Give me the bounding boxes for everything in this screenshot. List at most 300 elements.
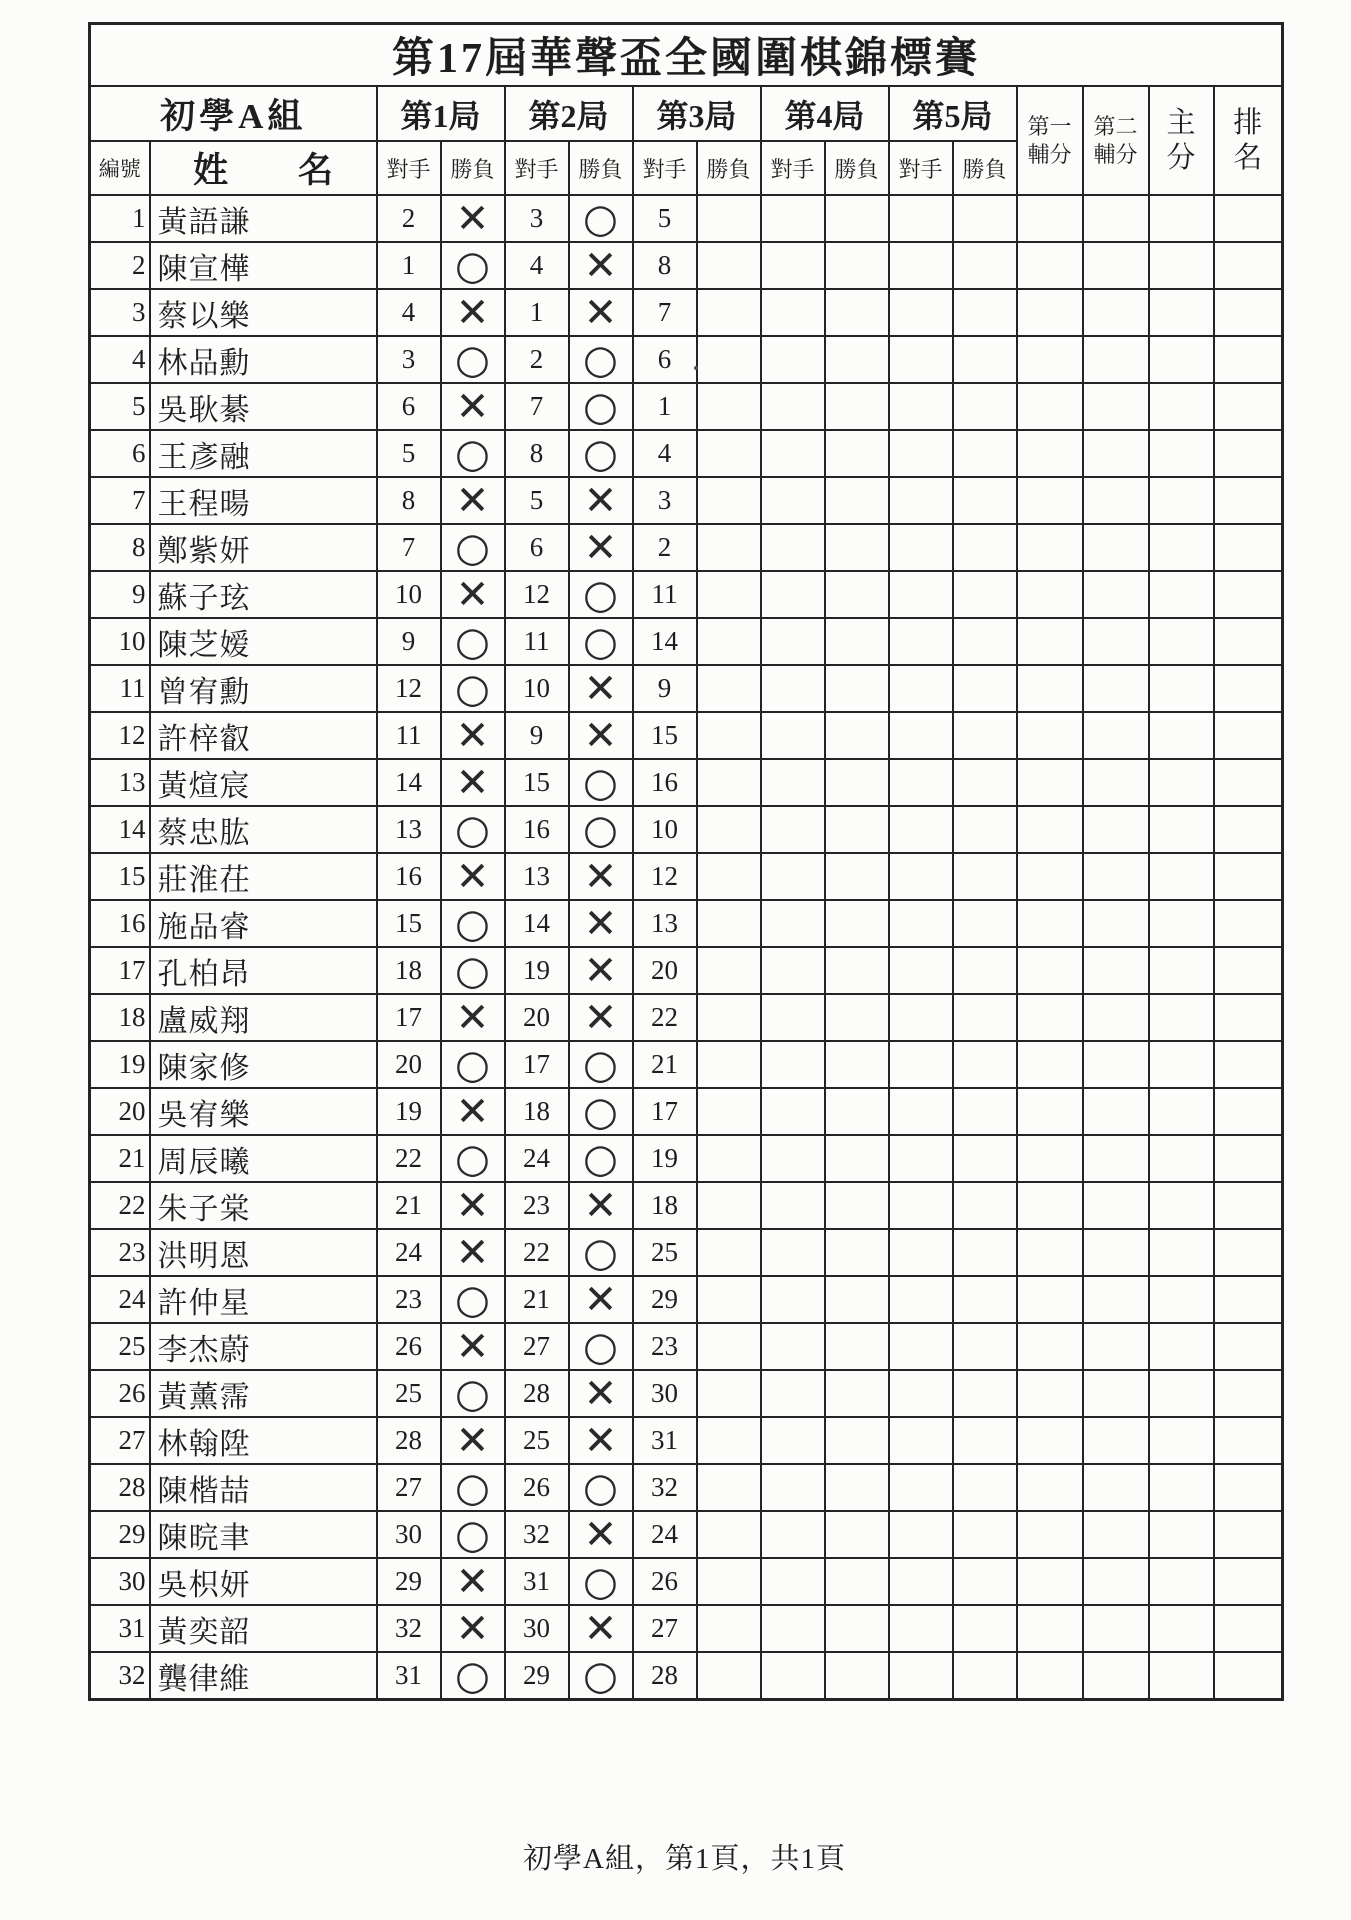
player-name: 許仲星 bbox=[150, 1276, 377, 1323]
r4-result-cell bbox=[825, 289, 889, 336]
r5-opponent-cell bbox=[889, 947, 953, 994]
aux1-cell bbox=[1017, 1182, 1083, 1229]
r5-result-cell bbox=[953, 806, 1017, 853]
main-score-cell bbox=[1149, 1511, 1214, 1558]
r3-opponent-cell: 30 bbox=[633, 1370, 697, 1417]
main-score-header bbox=[1149, 86, 1214, 195]
player-name: 王程暘 bbox=[150, 477, 377, 524]
r1-result-cell: ○ bbox=[441, 242, 505, 289]
r2-opponent-cell: 11 bbox=[505, 618, 569, 665]
r4-opponent-cell bbox=[761, 524, 825, 571]
aux1-cell bbox=[1017, 336, 1083, 383]
rank-cell bbox=[1214, 1323, 1283, 1370]
table-row bbox=[90, 1182, 1283, 1229]
player-name: 林品勳 bbox=[150, 336, 377, 383]
r4-opponent-cell bbox=[761, 1276, 825, 1323]
table-row bbox=[90, 289, 1283, 336]
rank-cell bbox=[1214, 665, 1283, 712]
r5-opponent-cell bbox=[889, 759, 953, 806]
rank-cell bbox=[1214, 571, 1283, 618]
r4-result-cell bbox=[825, 1041, 889, 1088]
r5-result-cell bbox=[953, 665, 1017, 712]
main-score-cell bbox=[1149, 524, 1214, 571]
aux2-cell bbox=[1083, 806, 1149, 853]
rank-header-line2: 名 bbox=[1233, 141, 1263, 174]
table-row bbox=[90, 1323, 1283, 1370]
aux1-cell bbox=[1017, 430, 1083, 477]
r4-result-cell bbox=[825, 571, 889, 618]
aux1-cell bbox=[1017, 853, 1083, 900]
r3-opponent-cell: 8 bbox=[633, 242, 697, 289]
r5-result-cell bbox=[953, 853, 1017, 900]
r4-opponent-cell bbox=[761, 1417, 825, 1464]
r2-opponent-cell: 8 bbox=[505, 430, 569, 477]
r2-result-header: 勝負 bbox=[569, 141, 633, 195]
r5-result-cell bbox=[953, 1323, 1017, 1370]
r4-opponent-cell bbox=[761, 1370, 825, 1417]
aux1-cell bbox=[1017, 1605, 1083, 1652]
r1-opponent-cell: 14 bbox=[377, 759, 441, 806]
aux2-header-line2: 輔分 bbox=[1093, 141, 1138, 167]
r5-opponent-cell bbox=[889, 1041, 953, 1088]
r2-opponent-cell: 30 bbox=[505, 1605, 569, 1652]
r4-opponent-cell bbox=[761, 947, 825, 994]
aux1-cell bbox=[1017, 665, 1083, 712]
r1-result-cell: ○ bbox=[441, 1464, 505, 1511]
rank-cell bbox=[1214, 195, 1283, 242]
r5-result-cell bbox=[953, 1229, 1017, 1276]
aux1-cell bbox=[1017, 524, 1083, 571]
r5-opponent-cell bbox=[889, 430, 953, 477]
r1-opponent-cell: 25 bbox=[377, 1370, 441, 1417]
player-number: 9 bbox=[90, 571, 150, 618]
player-name: 陳家修 bbox=[150, 1041, 377, 1088]
aux2-cell bbox=[1083, 195, 1149, 242]
rank-cell bbox=[1214, 242, 1283, 289]
r1-result-cell: ○ bbox=[441, 947, 505, 994]
player-number: 1 bbox=[90, 195, 150, 242]
r3-result-cell bbox=[697, 1370, 761, 1417]
r2-result-cell: ✕ bbox=[569, 524, 633, 571]
player-number: 8 bbox=[90, 524, 150, 571]
r2-opponent-cell: 18 bbox=[505, 1088, 569, 1135]
r3-opponent-cell: 13 bbox=[633, 900, 697, 947]
r1-opponent-cell: 27 bbox=[377, 1464, 441, 1511]
table-row bbox=[90, 1511, 1283, 1558]
r5-result-cell bbox=[953, 242, 1017, 289]
rank-cell bbox=[1214, 994, 1283, 1041]
r3-result-cell bbox=[697, 524, 761, 571]
r4-opponent-cell bbox=[761, 289, 825, 336]
aux2-cell bbox=[1083, 1088, 1149, 1135]
r3-result-cell bbox=[697, 289, 761, 336]
r3-result-cell bbox=[697, 1182, 761, 1229]
player-name: 孔柏昂 bbox=[150, 947, 377, 994]
r4-opponent-cell bbox=[761, 1135, 825, 1182]
aux2-cell bbox=[1083, 336, 1149, 383]
r2-result-cell: ○ bbox=[569, 759, 633, 806]
table-row bbox=[90, 1229, 1283, 1276]
r5-opponent-cell bbox=[889, 1276, 953, 1323]
r1-result-cell: ○ bbox=[441, 1135, 505, 1182]
player-name: 陳宣樺 bbox=[150, 242, 377, 289]
r4-result-cell bbox=[825, 853, 889, 900]
aux2-cell bbox=[1083, 571, 1149, 618]
r4-opponent-cell bbox=[761, 1229, 825, 1276]
player-name: 洪明恩 bbox=[150, 1229, 377, 1276]
player-number: 12 bbox=[90, 712, 150, 759]
number-column-header: 編號 bbox=[90, 141, 150, 195]
r5-result-cell bbox=[953, 947, 1017, 994]
tournament-table bbox=[88, 22, 1284, 1701]
r3-opponent-cell: 28 bbox=[633, 1652, 697, 1700]
r5-opponent-cell bbox=[889, 477, 953, 524]
r1-opponent-cell: 22 bbox=[377, 1135, 441, 1182]
aux1-cell bbox=[1017, 1511, 1083, 1558]
r3-opponent-cell: 11 bbox=[633, 571, 697, 618]
player-number: 16 bbox=[90, 900, 150, 947]
player-name: 莊淮茌 bbox=[150, 853, 377, 900]
r5-opponent-cell bbox=[889, 1511, 953, 1558]
table-row bbox=[90, 1417, 1283, 1464]
r1-result-cell: ✕ bbox=[441, 1229, 505, 1276]
player-number: 2 bbox=[90, 242, 150, 289]
r3-opponent-header: 對手 bbox=[633, 141, 697, 195]
player-number: 28 bbox=[90, 1464, 150, 1511]
aux2-cell bbox=[1083, 618, 1149, 665]
rank-cell bbox=[1214, 618, 1283, 665]
r3-opponent-cell: 12 bbox=[633, 853, 697, 900]
main-score-cell bbox=[1149, 994, 1214, 1041]
r1-result-cell: ✕ bbox=[441, 383, 505, 430]
player-number: 27 bbox=[90, 1417, 150, 1464]
aux1-cell bbox=[1017, 1088, 1083, 1135]
r1-opponent-cell: 3 bbox=[377, 336, 441, 383]
r3-result-cell bbox=[697, 430, 761, 477]
aux2-cell bbox=[1083, 383, 1149, 430]
table-row bbox=[90, 806, 1283, 853]
rank-cell bbox=[1214, 477, 1283, 524]
player-number: 26 bbox=[90, 1370, 150, 1417]
r1-opponent-cell: 20 bbox=[377, 1041, 441, 1088]
r5-opponent-cell bbox=[889, 1370, 953, 1417]
r1-result-cell: ○ bbox=[441, 524, 505, 571]
r4-result-cell bbox=[825, 1323, 889, 1370]
r4-result-cell bbox=[825, 1276, 889, 1323]
aux1-cell bbox=[1017, 477, 1083, 524]
player-name: 龔律維 bbox=[150, 1652, 377, 1700]
main-score-cell bbox=[1149, 1323, 1214, 1370]
aux1-header bbox=[1017, 86, 1083, 195]
r3-result-cell bbox=[697, 1652, 761, 1700]
player-number: 15 bbox=[90, 853, 150, 900]
r2-opponent-cell: 27 bbox=[505, 1323, 569, 1370]
r5-result-cell bbox=[953, 336, 1017, 383]
player-name: 蔡忠肱 bbox=[150, 806, 377, 853]
r1-opponent-cell: 24 bbox=[377, 1229, 441, 1276]
table-row bbox=[90, 1605, 1283, 1652]
aux2-cell bbox=[1083, 947, 1149, 994]
rank-cell bbox=[1214, 1041, 1283, 1088]
r4-result-cell bbox=[825, 618, 889, 665]
r3-opponent-cell: 20 bbox=[633, 947, 697, 994]
table-row bbox=[90, 947, 1283, 994]
r2-opponent-cell: 7 bbox=[505, 383, 569, 430]
r1-result-cell: ○ bbox=[441, 336, 505, 383]
main-score-header-line2: 分 bbox=[1166, 141, 1196, 174]
r5-result-cell bbox=[953, 994, 1017, 1041]
r1-result-header: 勝負 bbox=[441, 141, 505, 195]
r5-opponent-cell bbox=[889, 1558, 953, 1605]
r4-result-cell bbox=[825, 242, 889, 289]
r2-opponent-cell: 10 bbox=[505, 665, 569, 712]
r3-result-cell bbox=[697, 712, 761, 759]
r1-opponent-cell: 31 bbox=[377, 1652, 441, 1700]
aux2-cell bbox=[1083, 1511, 1149, 1558]
aux1-cell bbox=[1017, 242, 1083, 289]
r2-result-cell: ✕ bbox=[569, 665, 633, 712]
player-number: 22 bbox=[90, 1182, 150, 1229]
r5-opponent-cell bbox=[889, 289, 953, 336]
r3-result-cell bbox=[697, 1558, 761, 1605]
r4-opponent-cell bbox=[761, 853, 825, 900]
aux1-cell bbox=[1017, 1417, 1083, 1464]
r5-result-cell bbox=[953, 1464, 1017, 1511]
r5-result-cell bbox=[953, 1511, 1017, 1558]
r5-result-cell bbox=[953, 1370, 1017, 1417]
main-score-cell bbox=[1149, 900, 1214, 947]
r4-result-cell bbox=[825, 806, 889, 853]
main-score-cell bbox=[1149, 1652, 1214, 1700]
r5-result-header: 勝負 bbox=[953, 141, 1017, 195]
r2-opponent-cell: 25 bbox=[505, 1417, 569, 1464]
r1-opponent-header: 對手 bbox=[377, 141, 441, 195]
r1-result-cell: ○ bbox=[441, 806, 505, 853]
player-name: 林翰陞 bbox=[150, 1417, 377, 1464]
r3-result-cell bbox=[697, 1323, 761, 1370]
r4-result-cell bbox=[825, 1370, 889, 1417]
table-row bbox=[90, 477, 1283, 524]
aux2-cell bbox=[1083, 1370, 1149, 1417]
aux1-cell bbox=[1017, 1135, 1083, 1182]
r5-opponent-cell bbox=[889, 195, 953, 242]
r1-result-cell: ○ bbox=[441, 900, 505, 947]
player-number: 29 bbox=[90, 1511, 150, 1558]
player-name: 吳枳妍 bbox=[150, 1558, 377, 1605]
aux1-cell bbox=[1017, 1323, 1083, 1370]
aux2-header bbox=[1083, 86, 1149, 195]
r2-opponent-cell: 5 bbox=[505, 477, 569, 524]
player-number: 17 bbox=[90, 947, 150, 994]
r5-result-cell bbox=[953, 1652, 1017, 1700]
r3-result-cell bbox=[697, 477, 761, 524]
player-name: 周辰曦 bbox=[150, 1135, 377, 1182]
main-score-cell bbox=[1149, 618, 1214, 665]
player-name: 陳晥聿 bbox=[150, 1511, 377, 1558]
r3-result-cell bbox=[697, 1276, 761, 1323]
r2-opponent-cell: 22 bbox=[505, 1229, 569, 1276]
aux1-cell bbox=[1017, 1276, 1083, 1323]
rank-cell bbox=[1214, 1417, 1283, 1464]
r5-opponent-cell bbox=[889, 1652, 953, 1700]
r5-result-cell bbox=[953, 1605, 1017, 1652]
r3-result-cell bbox=[697, 195, 761, 242]
table-row bbox=[90, 712, 1283, 759]
round4-header: 第4局 bbox=[761, 86, 889, 141]
r2-result-cell: ○ bbox=[569, 336, 633, 383]
player-number: 25 bbox=[90, 1323, 150, 1370]
player-name: 陳楷喆 bbox=[150, 1464, 377, 1511]
scan-speck bbox=[694, 366, 698, 370]
rank-cell bbox=[1214, 383, 1283, 430]
player-number: 10 bbox=[90, 618, 150, 665]
main-score-cell bbox=[1149, 806, 1214, 853]
r1-opponent-cell: 10 bbox=[377, 571, 441, 618]
aux1-cell bbox=[1017, 994, 1083, 1041]
r5-result-cell bbox=[953, 383, 1017, 430]
aux1-cell bbox=[1017, 1370, 1083, 1417]
main-score-cell bbox=[1149, 1182, 1214, 1229]
r2-opponent-cell: 26 bbox=[505, 1464, 569, 1511]
r3-result-cell bbox=[697, 383, 761, 430]
r5-result-cell bbox=[953, 289, 1017, 336]
aux1-header-line1: 第一 bbox=[1027, 114, 1072, 139]
rank-cell bbox=[1214, 1182, 1283, 1229]
r1-result-cell: ✕ bbox=[441, 994, 505, 1041]
player-number: 18 bbox=[90, 994, 150, 1041]
r1-opponent-cell: 2 bbox=[377, 195, 441, 242]
aux2-cell bbox=[1083, 1652, 1149, 1700]
main-score-cell bbox=[1149, 1417, 1214, 1464]
r1-opponent-cell: 16 bbox=[377, 853, 441, 900]
player-name: 蘇子玹 bbox=[150, 571, 377, 618]
r1-result-cell: ✕ bbox=[441, 759, 505, 806]
rank-cell bbox=[1214, 1229, 1283, 1276]
main-score-cell bbox=[1149, 336, 1214, 383]
table-header bbox=[90, 24, 1283, 196]
rank-cell bbox=[1214, 1370, 1283, 1417]
r2-opponent-cell: 20 bbox=[505, 994, 569, 1041]
table-row bbox=[90, 1088, 1283, 1135]
r5-opponent-cell bbox=[889, 994, 953, 1041]
r5-result-cell bbox=[953, 1182, 1017, 1229]
r1-opponent-cell: 11 bbox=[377, 712, 441, 759]
player-name: 吳宥樂 bbox=[150, 1088, 377, 1135]
r5-opponent-cell bbox=[889, 665, 953, 712]
r4-opponent-cell bbox=[761, 1464, 825, 1511]
r3-opponent-cell: 4 bbox=[633, 430, 697, 477]
rank-cell bbox=[1214, 712, 1283, 759]
r4-opponent-cell bbox=[761, 759, 825, 806]
r1-result-cell: ○ bbox=[441, 1276, 505, 1323]
r3-opponent-cell: 7 bbox=[633, 289, 697, 336]
r4-result-header: 勝負 bbox=[825, 141, 889, 195]
main-score-cell bbox=[1149, 1370, 1214, 1417]
rank-cell bbox=[1214, 947, 1283, 994]
r4-result-cell bbox=[825, 1088, 889, 1135]
table-row bbox=[90, 1135, 1283, 1182]
r2-opponent-cell: 21 bbox=[505, 1276, 569, 1323]
r2-opponent-cell: 24 bbox=[505, 1135, 569, 1182]
r2-result-cell: ✕ bbox=[569, 712, 633, 759]
r3-result-cell bbox=[697, 806, 761, 853]
r3-opponent-cell: 16 bbox=[633, 759, 697, 806]
player-number: 6 bbox=[90, 430, 150, 477]
r3-result-cell bbox=[697, 1464, 761, 1511]
r1-result-cell: ✕ bbox=[441, 1088, 505, 1135]
r4-result-cell bbox=[825, 1135, 889, 1182]
r4-opponent-cell bbox=[761, 1041, 825, 1088]
player-number: 19 bbox=[90, 1041, 150, 1088]
r2-opponent-cell: 32 bbox=[505, 1511, 569, 1558]
r4-result-cell bbox=[825, 712, 889, 759]
r1-result-cell: ○ bbox=[441, 430, 505, 477]
r3-result-cell bbox=[697, 665, 761, 712]
r5-opponent-cell bbox=[889, 383, 953, 430]
aux2-cell bbox=[1083, 759, 1149, 806]
r5-opponent-cell bbox=[889, 1182, 953, 1229]
player-number: 24 bbox=[90, 1276, 150, 1323]
r2-result-cell: ○ bbox=[569, 1323, 633, 1370]
r3-opponent-cell: 22 bbox=[633, 994, 697, 1041]
r1-opponent-cell: 21 bbox=[377, 1182, 441, 1229]
table-row bbox=[90, 383, 1283, 430]
aux2-cell bbox=[1083, 289, 1149, 336]
player-name: 施品睿 bbox=[150, 900, 377, 947]
r4-result-cell bbox=[825, 1229, 889, 1276]
aux1-cell bbox=[1017, 1558, 1083, 1605]
r3-opponent-cell: 18 bbox=[633, 1182, 697, 1229]
player-name: 黃薰霈 bbox=[150, 1370, 377, 1417]
main-score-cell bbox=[1149, 759, 1214, 806]
r2-opponent-cell: 31 bbox=[505, 1558, 569, 1605]
r4-result-cell bbox=[825, 1605, 889, 1652]
r2-result-cell: ○ bbox=[569, 1652, 633, 1700]
r5-opponent-cell bbox=[889, 242, 953, 289]
r1-result-cell: ✕ bbox=[441, 571, 505, 618]
rank-cell bbox=[1214, 1088, 1283, 1135]
player-name: 蔡以樂 bbox=[150, 289, 377, 336]
round2-header: 第2局 bbox=[505, 86, 633, 141]
r2-result-cell: ○ bbox=[569, 1135, 633, 1182]
r1-result-cell: ✕ bbox=[441, 195, 505, 242]
r2-result-cell: ○ bbox=[569, 1464, 633, 1511]
r4-result-cell bbox=[825, 1417, 889, 1464]
r4-opponent-cell bbox=[761, 1652, 825, 1700]
aux1-cell bbox=[1017, 900, 1083, 947]
rank-cell bbox=[1214, 853, 1283, 900]
main-score-cell bbox=[1149, 242, 1214, 289]
r2-opponent-cell: 3 bbox=[505, 195, 569, 242]
aux2-cell bbox=[1083, 524, 1149, 571]
r5-opponent-cell bbox=[889, 618, 953, 665]
r4-opponent-cell bbox=[761, 430, 825, 477]
aux1-cell bbox=[1017, 759, 1083, 806]
r3-opponent-cell: 5 bbox=[633, 195, 697, 242]
main-score-cell bbox=[1149, 1464, 1214, 1511]
r2-opponent-cell: 23 bbox=[505, 1182, 569, 1229]
rank-cell bbox=[1214, 1464, 1283, 1511]
aux2-cell bbox=[1083, 853, 1149, 900]
table-row bbox=[90, 571, 1283, 618]
r3-result-cell bbox=[697, 242, 761, 289]
main-score-cell bbox=[1149, 947, 1214, 994]
main-score-cell bbox=[1149, 1088, 1214, 1135]
aux2-cell bbox=[1083, 1323, 1149, 1370]
r2-opponent-cell: 1 bbox=[505, 289, 569, 336]
table-row bbox=[90, 1276, 1283, 1323]
r3-result-cell bbox=[697, 994, 761, 1041]
